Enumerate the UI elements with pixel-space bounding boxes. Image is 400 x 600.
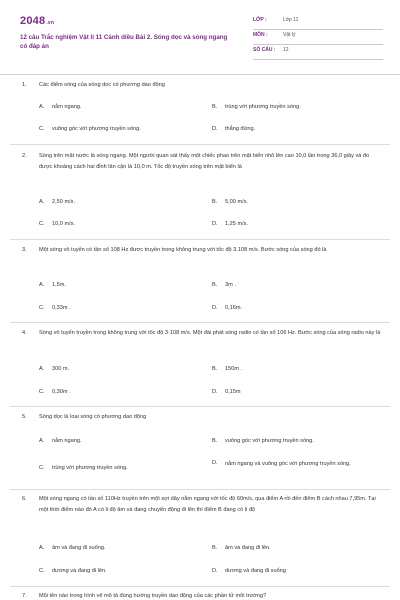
- option-text: nằm ngang và vuông góc với phương truyền sóng.: [225, 460, 351, 467]
- option-letter: D.: [212, 389, 218, 395]
- question-number: 5.: [22, 414, 27, 420]
- option-letter: A.: [39, 199, 45, 205]
- question-7-text: [22, 591, 382, 600]
- option-letter: D.: [212, 460, 218, 466]
- question-6-option-c[interactable]: [39, 566, 207, 577]
- option-letter: B.: [212, 104, 218, 110]
- question-number: 3.: [22, 247, 27, 253]
- option-text: âm và đang đi xuống.: [52, 545, 106, 551]
- question-4-option-b[interactable]: [212, 364, 380, 375]
- question-5-option-d[interactable]: [212, 458, 375, 469]
- option-text: 3m .: [225, 282, 236, 288]
- logo-main: 2048: [20, 15, 46, 27]
- option-letter: A.: [39, 366, 45, 372]
- question-divider: [10, 239, 390, 240]
- question-3-option-c[interactable]: [39, 303, 207, 314]
- option-text: 1,5m.: [52, 282, 66, 288]
- question-2-option-a[interactable]: [39, 197, 207, 208]
- option-letter: C.: [39, 389, 45, 395]
- option-text: 5,00 m/s.: [225, 199, 249, 205]
- option-text: trùng với phương truyền sóng.: [225, 104, 301, 110]
- question-5-option-c[interactable]: [39, 463, 207, 474]
- question-2-option-b[interactable]: [212, 197, 380, 208]
- meta-row-count: [253, 45, 383, 60]
- question-6-option-a[interactable]: [39, 543, 207, 554]
- question-2-option-d[interactable]: [212, 219, 380, 230]
- question-6-text: [22, 494, 382, 516]
- option-letter: A.: [39, 282, 45, 288]
- question-4-option-a[interactable]: [39, 364, 207, 375]
- option-text: vuông góc với phương truyền sóng.: [225, 438, 314, 444]
- option-text: 10,0 m/s.: [52, 221, 76, 227]
- option-letter: A.: [39, 104, 45, 110]
- question-1-option-d[interactable]: [212, 124, 380, 135]
- question-3-option-a[interactable]: [39, 280, 207, 291]
- option-letter: C.: [39, 126, 45, 132]
- question-4-text: [22, 328, 382, 339]
- option-letter: B.: [212, 199, 218, 205]
- meta-value: Vật lý: [283, 32, 296, 38]
- option-letter: D.: [212, 221, 218, 227]
- option-letter: D.: [212, 305, 218, 311]
- option-text: vuông góc với phương truyền sóng.: [52, 126, 141, 132]
- option-text: 0,33m .: [52, 305, 71, 311]
- question-number: 4.: [22, 330, 27, 336]
- meta-key: SỐ CÂU :: [253, 47, 276, 53]
- question-number: 2.: [22, 153, 27, 159]
- option-text: nằm ngang.: [52, 438, 82, 444]
- option-letter: C.: [39, 221, 45, 227]
- site-logo[interactable]: [20, 15, 54, 27]
- question-3-option-b[interactable]: [212, 280, 380, 291]
- question-5-text: [22, 412, 382, 423]
- option-text: nằm ngang.: [52, 104, 82, 110]
- question-body: Các điểm sóng của sóng dọc có phương dao động: [39, 82, 165, 88]
- option-letter: D.: [212, 126, 218, 132]
- header-divider: [0, 74, 400, 75]
- option-text: 1,25 m/s.: [225, 221, 249, 227]
- option-letter: C.: [39, 465, 45, 471]
- meta-value: 12: [283, 47, 289, 53]
- document-title: 12 câu Trắc nghiệm Vật lí 11 Cánh diều Bài 2. Sóng dọc và sóng ngang có đáp án: [20, 34, 228, 50]
- meta-table: [253, 15, 383, 60]
- question-divider: [10, 322, 390, 323]
- question-5-option-a[interactable]: [39, 436, 207, 447]
- meta-key: LỚP :: [253, 17, 267, 23]
- question-body: Sóng vô tuyến truyền trong không trung với tốc độ 3·108 m/s. Một đài phát sóng radio có tần số 106 Hz. Bước sóng của sóng radio này là: [39, 330, 381, 336]
- question-1-option-b[interactable]: [212, 102, 380, 113]
- question-1-option-c[interactable]: [39, 124, 207, 135]
- question-divider: [10, 144, 390, 145]
- option-text: trùng với phương truyền sóng.: [52, 465, 128, 471]
- option-text: 0,30m .: [52, 389, 71, 395]
- question-number: 1.: [22, 82, 27, 88]
- option-text: 150m .: [225, 366, 243, 372]
- option-letter: B.: [212, 545, 218, 551]
- meta-row-subject: [253, 30, 383, 45]
- option-text: dương và đang đi xuống: [225, 568, 286, 574]
- question-1-option-a[interactable]: [39, 102, 207, 113]
- option-text: 300 m.: [52, 366, 70, 372]
- option-letter: D.: [212, 568, 218, 574]
- question-1-text: [22, 80, 382, 91]
- question-5-option-b[interactable]: [212, 436, 380, 447]
- question-divider: [10, 586, 390, 587]
- question-body: Mũi tên nào trong hình vẽ mô tả đúng hướng truyền dao động của các phần tử môi trường?: [39, 593, 267, 599]
- option-text: 0,16m.: [225, 305, 243, 311]
- question-number: 6.: [22, 496, 27, 502]
- meta-key: MÔN :: [253, 32, 268, 38]
- option-letter: B.: [212, 282, 218, 288]
- option-text: âm và đang đi lên.: [225, 545, 271, 551]
- question-4-option-d[interactable]: [212, 387, 380, 398]
- document-header: [0, 0, 400, 74]
- question-divider: [10, 406, 390, 407]
- question-body: Một sóng ngang có tần số 110Hz truyền trên một sợi dây nằm ngang với tốc độ 60m/s, qua điểm A rồi đến điểm B cách nhau 7,95m. Tại một thời điểm nào đó A có li độ âm và đang chuyển động đi lên thì điểm B đang có li độ: [39, 496, 376, 513]
- question-6-option-b[interactable]: [212, 543, 380, 554]
- option-letter: A.: [39, 545, 45, 551]
- option-text: 0,15m: [225, 389, 241, 395]
- option-text: thẳng đứng.: [225, 126, 256, 132]
- option-letter: B.: [212, 366, 218, 372]
- question-2-option-c[interactable]: [39, 219, 207, 230]
- option-text: dương và đang đi lên.: [52, 568, 107, 574]
- question-4-option-c[interactable]: [39, 387, 207, 398]
- meta-value: Lớp 11: [283, 17, 299, 23]
- option-letter: A.: [39, 438, 45, 444]
- question-number: 7.: [22, 593, 27, 599]
- logo-suffix: .vn: [46, 20, 55, 26]
- question-2-text: [22, 151, 382, 173]
- question-3-option-d[interactable]: [212, 303, 380, 314]
- question-body: Sóng dọc là loại sóng có phương dao động: [39, 414, 147, 420]
- option-letter: C.: [39, 305, 45, 311]
- option-text: 2,50 m/s.: [52, 199, 76, 205]
- option-letter: C.: [39, 568, 45, 574]
- question-divider: [10, 489, 390, 490]
- question-body: Một sóng vô tuyến có tần số 108 Hz được truyền trong không trung với tốc độ 3.108 m/s. Bước sóng của sóng đó là: [39, 247, 327, 253]
- meta-row-class: [253, 15, 383, 30]
- question-3-text: [22, 245, 382, 256]
- option-letter: B.: [212, 438, 218, 444]
- question-body: Sóng trên mặt nước là sóng ngang. Một người quan sát thấy một chiếc phao trên mặt biển nhô lên cao 10,0 lần trong 36,0 giây và đo được khoảng cách hai đỉnh lân cận là 10,0 m. Tốc độ truyền sóng trên mặt biển là: [39, 153, 370, 170]
- question-6-option-d[interactable]: [212, 566, 380, 577]
